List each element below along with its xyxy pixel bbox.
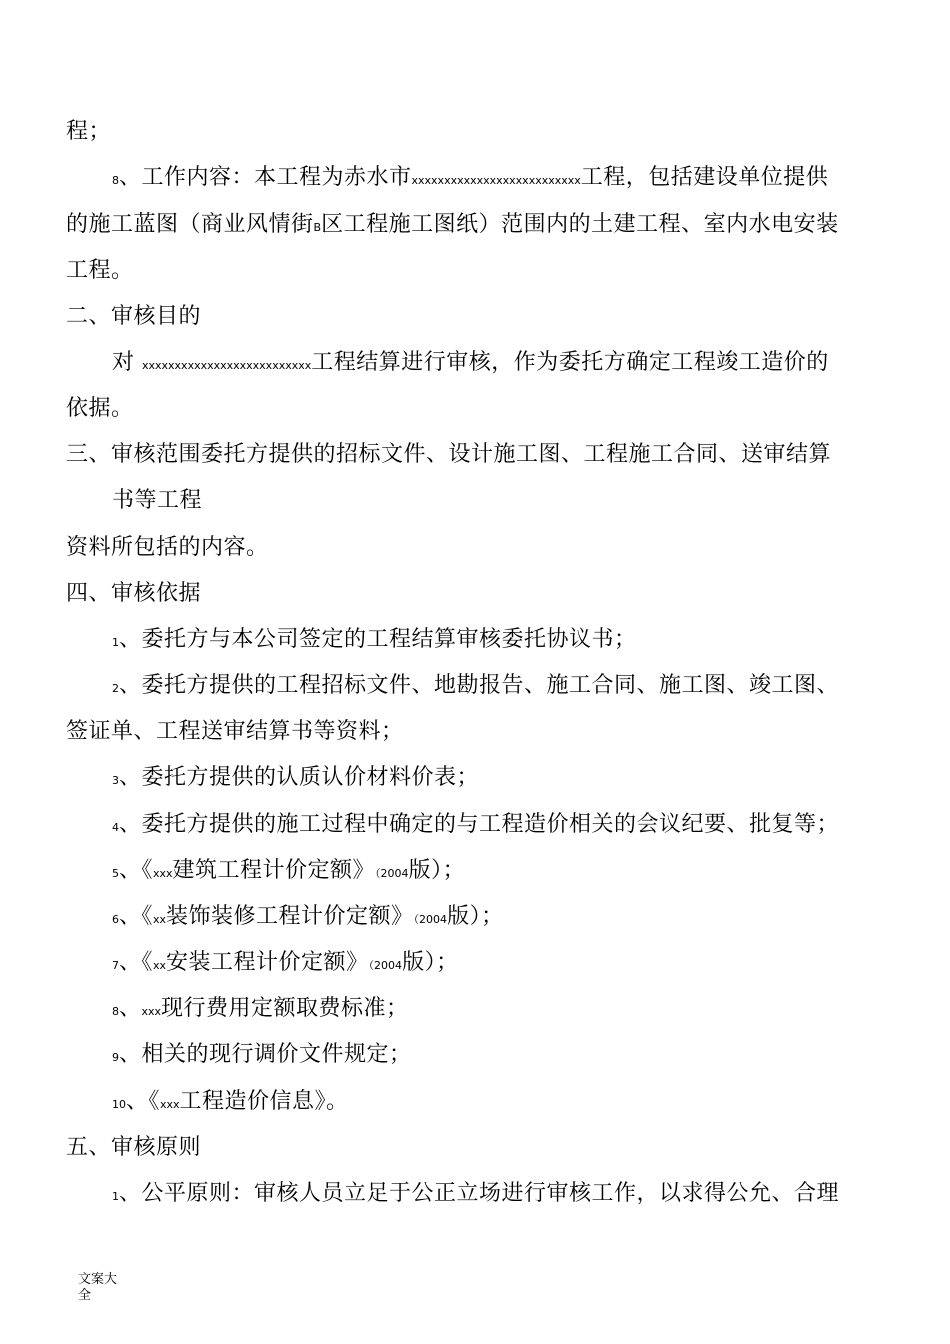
list-item (112, 994, 409, 1027)
line-text: 资料所包括的内容。 (66, 535, 269, 560)
line-text: 、委托方提供的施工过程中确定的与工程造价相关的会议纪要、批复等； (119, 812, 840, 837)
line-text: 对 (112, 350, 142, 375)
text-line (66, 117, 111, 147)
placeholder-text: xxx (141, 1005, 162, 1018)
line-text: 版）； (447, 904, 504, 929)
list-item (112, 1179, 839, 1212)
list-item (112, 1040, 412, 1073)
line-text: 现行费用定额取费标准； (161, 996, 409, 1021)
placeholder-text: xxxxxxxxxxxxxxxxxxxxxxxxxx (142, 359, 312, 372)
text-line (112, 163, 828, 196)
section-heading (66, 440, 831, 470)
line-text: 、委托方提供的认质认价材料价表； (119, 765, 480, 790)
item-number: 3 (112, 774, 119, 787)
item-number: 8 (112, 174, 119, 187)
line-text: 、委托方与本公司签定的工程结算审核委托协议书； (119, 627, 637, 652)
heading-text: 五、审核原则 (66, 1135, 202, 1160)
item-number: 7 (112, 959, 119, 972)
text-line (66, 210, 839, 243)
item-number: 4 (112, 821, 119, 834)
placeholder-text: xxx (160, 1098, 180, 1111)
line-text: 、公平原则：审核人员立足于公正立场进行审核工作，以求得公允、合理 (119, 1181, 840, 1206)
list-item (112, 856, 465, 889)
text-line (66, 256, 134, 286)
line-text: 、《 (126, 1089, 161, 1114)
item-number: 6 (112, 913, 119, 926)
line-text: 工程结算进行审核，作为委托方确定工程竣工造价的 (311, 350, 829, 375)
text-line (66, 533, 269, 563)
line-text: 区工程施工图纸）范围内的土建工程、室内水电安装 (321, 212, 839, 237)
list-item (112, 763, 479, 796)
section-heading (66, 579, 201, 609)
list-item (112, 671, 839, 704)
year-text: （2004 (375, 867, 409, 880)
heading-text: 三、审核范围委托方提供的招标文件、设计施工图、工程施工合同、送审结算 (66, 442, 832, 467)
line-text: 、相关的现行调价文件规定； (119, 1042, 412, 1067)
text-line (66, 717, 404, 747)
item-number: 1 (112, 636, 119, 649)
item-number: 2 (112, 682, 119, 695)
line-text: 装饰装修工程计价定额》 (166, 904, 414, 929)
item-number: 8 (112, 1005, 119, 1018)
list-item (112, 625, 637, 658)
item-number: 10 (112, 1098, 126, 1111)
line-text: 签证单、工程送审结算书等资料； (66, 719, 404, 744)
text-line (112, 348, 829, 381)
list-item (112, 810, 839, 843)
placeholder-text: xx (153, 913, 167, 926)
list-item (112, 948, 459, 981)
list-item (112, 902, 504, 935)
heading-text: 二、审核目的 (66, 304, 202, 329)
placeholder-text: xxxxxxxxxxxxxxxxxxxxxxxxxx (411, 174, 581, 187)
placeholder-text: xxx (153, 867, 173, 880)
line-text: 版）； (408, 858, 466, 883)
section-heading (66, 302, 201, 332)
line-text: 、工作内容：本工程为赤水市 (119, 165, 412, 190)
section-heading (66, 1133, 201, 1163)
line-text: 、 (119, 996, 142, 1021)
list-item (112, 1087, 349, 1120)
line-text: 版）； (402, 950, 459, 975)
block-letter: B (313, 221, 322, 234)
item-number: 1 (112, 1190, 119, 1203)
line-text: 程； (66, 119, 112, 144)
line-text: 书等工程 (112, 488, 203, 513)
text-line (112, 486, 202, 516)
heading-text: 四、审核依据 (66, 581, 202, 606)
line-text: 、《 (119, 904, 154, 929)
item-number: 5 (112, 867, 119, 880)
year-text: （2004 (413, 913, 448, 926)
item-number: 9 (112, 1051, 119, 1064)
line-text: 的施工蓝图（商业风情街 (66, 212, 314, 237)
line-text: 依据。 (66, 396, 134, 421)
line-text: 工程造价信息》。 (179, 1089, 349, 1114)
placeholder-text: xx (153, 959, 167, 972)
line-text: 建筑工程计价定额》 (172, 858, 376, 883)
line-text: 工程。 (66, 258, 134, 283)
page-footer: 文案大全 (78, 1272, 118, 1303)
line-text: 、委托方提供的工程招标文件、地勘报告、施工合同、施工图、竣工图、 (119, 673, 840, 698)
line-text: 安装工程计价定额》 (166, 950, 369, 975)
year-text: （2004 (368, 959, 403, 972)
line-text: 、《 (119, 858, 154, 883)
line-text: 、《 (119, 950, 154, 975)
line-text: 工程，包括建设单位提供 (580, 165, 829, 190)
text-line (66, 394, 134, 424)
